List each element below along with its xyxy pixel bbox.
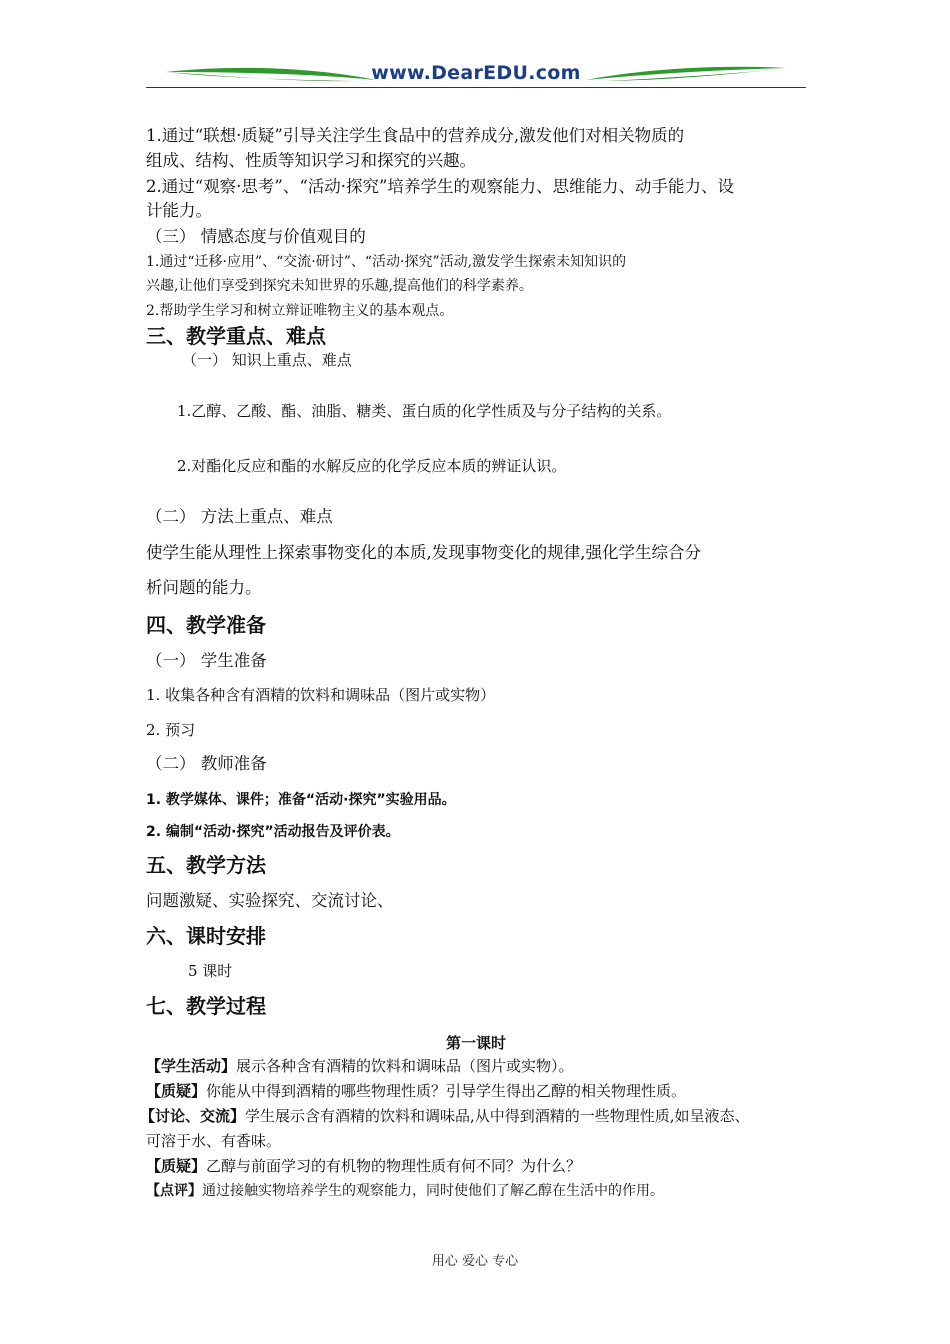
section-4-item-3: 1. 教学媒体、课件；准备“活动·探究”实验用品。 bbox=[146, 792, 456, 808]
section-3-title: 三、教学重点、难点 bbox=[146, 324, 326, 348]
section-7-title: 七、教学过程 bbox=[146, 994, 266, 1018]
section-3-sub-1: （一） 知识上重点、难点 bbox=[182, 351, 352, 369]
goal-line-2: 组成、结构、性质等知识学习和探究的兴趣。 bbox=[146, 151, 476, 170]
lesson-title: 第一课时 bbox=[445, 1034, 506, 1052]
section-6-text: 5 课时 bbox=[188, 962, 233, 980]
emotion-line-2: 兴趣,让他们享受到探究未知世界的乐趣,提高他们的科学素养。 bbox=[146, 278, 533, 294]
section-3-para-2: 析问题的能力。 bbox=[146, 578, 262, 597]
section-3-sub-2: （二） 方法上重点、难点 bbox=[146, 507, 333, 526]
entry-tag: 【点评】 bbox=[146, 1183, 202, 1199]
section-4-sub-1: （一） 学生准备 bbox=[146, 651, 267, 670]
page-footer: 用心 爱心 专心 bbox=[431, 1254, 519, 1269]
entry-tag: 【质疑】 bbox=[146, 1157, 207, 1175]
process-entry bbox=[146, 1131, 281, 1151]
entry-tag: 【学生活动】 bbox=[146, 1057, 237, 1075]
goal-line-3: 2.通过“观察·思考”、“活动·探究”培养学生的观察能力、思维能力、动手能力、设 bbox=[146, 177, 734, 196]
entry-text: 通过接触实物培养学生的观察能力，同时使他们了解乙醇在生活中的作用。 bbox=[202, 1183, 664, 1199]
section-5-title: 五、教学方法 bbox=[146, 853, 266, 877]
section-4-item-4: 2. 编制“活动·探究”活动报告及评价表。 bbox=[146, 824, 400, 840]
section-3-para-1: 使学生能从理性上探索事物变化的本质,发现事物变化的规律,强化学生综合分 bbox=[146, 543, 701, 562]
entry-text: 乙醇与前面学习的有机物的物理性质有何不同？为什么？ bbox=[206, 1157, 582, 1175]
entry-text: 学生展示含有酒精的饮料和调味品,从中得到酒精的一些物理性质,如呈液态、 bbox=[245, 1107, 750, 1125]
process-entry bbox=[146, 1056, 574, 1076]
section-4-item-1: 1. 收集各种含有酒精的饮料和调味品（图片或实物） bbox=[146, 686, 496, 704]
header-divider bbox=[146, 87, 806, 88]
logo-text: www.DearEDU.com bbox=[371, 62, 581, 84]
section-5-text: 问题激疑、实验探究、交流讨论、 bbox=[146, 891, 394, 910]
section-3-item-1: 1.乙醇、乙酸、酯、油脂、糖类、蛋白质的化学性质及与分子结构的关系。 bbox=[177, 402, 672, 420]
entry-text: 展示各种含有酒精的饮料和调味品（图片或实物）。 bbox=[236, 1057, 574, 1075]
section-4-sub-2: （二） 教师准备 bbox=[146, 754, 267, 773]
entry-text: 可溶于水、有香味。 bbox=[146, 1132, 282, 1150]
goal-line-4: 计能力。 bbox=[146, 201, 212, 220]
process-entry bbox=[146, 1081, 686, 1101]
goal-line-1: 1.通过“联想·质疑”引导关注学生食品中的营养成分,激发他们对相关物质的 bbox=[146, 126, 685, 145]
entry-text: 你能从中得到酒精的哪些物理性质？引导学生得出乙醇的相关物理性质。 bbox=[206, 1082, 687, 1100]
process-entry bbox=[140, 1106, 750, 1126]
section-4-item-2: 2. 预习 bbox=[146, 721, 196, 739]
process-entry bbox=[146, 1181, 664, 1201]
section-3-item-2: 2.对酯化反应和酯的水解反应的化学反应本质的辨证认识。 bbox=[177, 457, 567, 475]
section-4-title: 四、教学准备 bbox=[146, 613, 266, 637]
emotion-line-1: 1.通过“迁移·应用”、“交流·研讨”、“活动·探究”活动,激发学生探索未知知识的 bbox=[146, 254, 627, 270]
process-entry bbox=[146, 1156, 581, 1176]
site-logo-banner bbox=[146, 60, 806, 90]
emotion-line-3: 2.帮助学生学习和树立辩证唯物主义的基本观点。 bbox=[146, 303, 454, 319]
emotion-goals-heading: （三） 情感态度与价值观目的 bbox=[146, 227, 366, 246]
section-6-title: 六、课时安排 bbox=[146, 924, 266, 948]
entry-tag: 【讨论、交流】 bbox=[140, 1107, 246, 1125]
entry-tag: 【质疑】 bbox=[146, 1082, 207, 1100]
